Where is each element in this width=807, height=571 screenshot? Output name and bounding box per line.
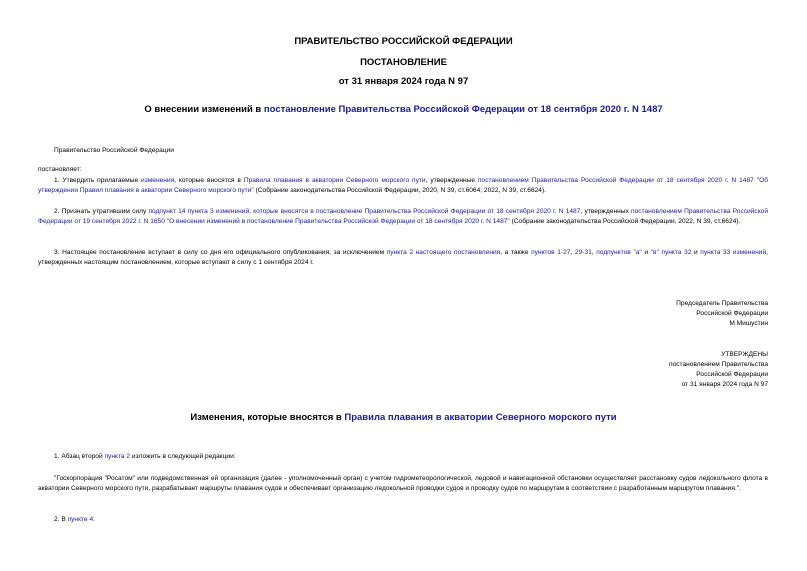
title-prefix: О внесении изменений в — [144, 104, 264, 115]
points-29-31-link[interactable]: 29-31 — [574, 249, 592, 256]
resolution-1487-link[interactable]: постановлением Правительства Российской Федерации от 18 сентября 2020 г. N 1487 "Об утверждении Правил плавания в акватории Северного морского пути" — [38, 177, 768, 194]
point-33-link[interactable]: пункта 33 изменений — [700, 249, 767, 256]
approved-line-4: от 31 января 2024 года N 97 — [681, 381, 768, 388]
paragraph-2 — [38, 207, 768, 227]
approved-block — [560, 350, 768, 390]
rules-link[interactable]: Правила плавания в акватории Северного морского пути — [243, 177, 426, 184]
approved-line-1: УТВЕРЖДЕНЫ — [721, 351, 768, 358]
point-4-link[interactable]: пункте 4 — [67, 516, 94, 523]
p3-text-b: , а также — [500, 249, 532, 256]
paragraph-3 — [38, 248, 768, 268]
resolves-label: постановляет: — [38, 166, 82, 173]
signature-name: М.Мишустин — [729, 320, 768, 327]
change-quote: "Госкорпорация "Росатом" или подведомственная ей организация (далее - уполномоченный орган) с учетом гидрометеорологической, ледовой и навигационной обстановки осуществляет расстановку судов ледокольного флота в акватории Северного морского пути, разрабатывает маршруты плавания судов и обеспечивает организацию ледокольной проводки судов и проводку судов по маршрутам в соответствии с разработанным маршрутом плавания.". — [38, 475, 768, 492]
changes-link[interactable]: изменения — [141, 177, 175, 184]
document-type-heading: ПОСТАНОВЛЕНИЕ — [360, 57, 447, 68]
title-resolution-link[interactable]: постановление Правительства Российской Федерации от 18 сентября 2020 г. N 1487 — [263, 104, 663, 115]
p3-text-a: 3. Настоящее постановление вступает в силу со дня его официального опубликования, за исключением — [54, 249, 387, 256]
p3-text-c: , — [570, 249, 575, 256]
p2-text-b: , утвержденных — [580, 208, 632, 215]
signature-block — [560, 299, 768, 329]
approved-line-3: Российской Федерации — [696, 371, 768, 378]
item1-text-a: 1. Абзац второй — [54, 453, 105, 460]
p3-text-g: , утвержденных настоящим постановлением, которые вступают в силу с 1 сентября 2024 г. — [38, 249, 768, 266]
points-1-27-link[interactable]: пунктов 1-27 — [531, 249, 571, 256]
p3-text-f: и — [691, 249, 701, 256]
changes-title — [0, 412, 807, 423]
signature-position-2: Российской Федерации — [696, 310, 768, 317]
paragraph-1 — [38, 176, 768, 196]
paragraph-2-link[interactable]: пункта 2 настоящего постановления — [386, 249, 501, 256]
subparagraph-14-link[interactable]: подпункт 14 пункта 3 изменений, которые вносятся в постановление Правительства Российской Федерации от 18 сентября 2020 г. N 1487 — [148, 208, 581, 215]
item1-text-b: изложить в следующей редакции: — [130, 453, 236, 460]
approved-line-2: постановлением Правительства — [668, 361, 768, 368]
intro-government: Правительство Российской Федерации — [54, 147, 174, 154]
change-item-2 — [54, 515, 95, 525]
subparagraph-a-link[interactable]: подпунктов "а" — [596, 249, 642, 256]
p2-text-a: 2. Признать утратившим силу — [54, 208, 149, 215]
point-2-link[interactable]: пункта 2 — [104, 453, 131, 460]
p3-text-e: и — [641, 249, 651, 256]
p2-text-c: (Собрание законодательства Российской Федерации, 2022, N 39, ст.6624). — [509, 218, 741, 225]
change-item-1 — [54, 452, 236, 462]
item2-text-b: : — [93, 516, 95, 523]
item2-text-a: 2. В — [54, 516, 68, 523]
government-heading: ПРАВИТЕЛЬСТВО РОССИЙСКОЙ ФЕДЕРАЦИИ — [294, 36, 513, 47]
p3-text-d: , — [591, 249, 597, 256]
document-title — [0, 104, 807, 115]
document-date-number: от 31 января 2024 года N 97 — [338, 76, 469, 87]
signature-position-1: Председатель Правительства — [676, 300, 768, 307]
p1-text-d: (Собрание законодательства Российской Федерации, 2020, N 39, ст.6064; 2022, N 39, ст.6624). — [253, 187, 546, 194]
changes-rules-link[interactable]: Правила плавания в акватории Северного морского пути — [344, 412, 617, 423]
p1-text-a: 1. Утвердить прилагаемые — [54, 177, 142, 184]
p1-text-b: , которые вносятся в — [174, 177, 244, 184]
resolution-1650-link[interactable]: постановлением Правительства Российской Федерации от 19 сентября 2022 г. N 1650 "О внесении изменений в постановление Правительства Российской Федерации от 18 сентября 2020 г. N 1487" — [38, 208, 769, 225]
subparagraph-v-link[interactable]: "в" пункта 32 — [650, 249, 692, 256]
changes-title-prefix: Изменения, которые вносятся в — [190, 412, 345, 423]
p1-text-c: , утвержденные — [425, 177, 478, 184]
